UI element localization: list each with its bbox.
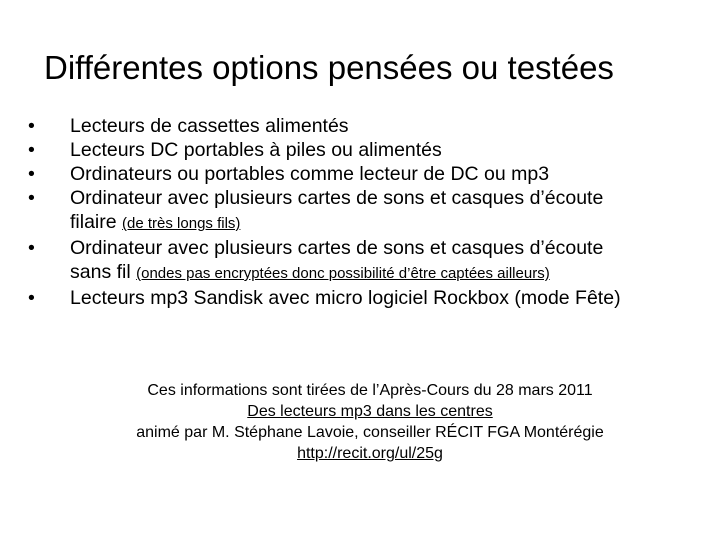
- bullet-item: [20, 138, 700, 162]
- bullet-dot: •: [28, 187, 35, 209]
- bullet-item: [20, 286, 700, 310]
- bullet-text-continuation: sans fil: [70, 261, 131, 283]
- bullet-text: Ordinateur avec plusieurs cartes de sons et casques d’écoute: [70, 187, 604, 209]
- bullet-text: Lecteurs mp3 Sandisk avec micro logiciel Rockbox (mode Fête): [70, 287, 621, 309]
- bullet-list: [20, 114, 700, 310]
- bullet-item: [20, 236, 700, 286]
- credits-session-title: Des lecteurs mp3 dans les centres: [247, 403, 493, 420]
- bullet-dot: •: [28, 287, 35, 309]
- credits-presenter: animé par M. Stéphane Lavoie, conseiller RÉCIT FGA Montérégie: [136, 424, 604, 441]
- bullet-text: Lecteurs de cassettes alimentés: [70, 115, 349, 137]
- bullet-item: [20, 186, 700, 236]
- credits-link[interactable]: http://recit.org/ul/25g: [297, 445, 443, 462]
- bullet-dot: •: [28, 163, 35, 185]
- bullet-item: [20, 162, 700, 186]
- bullet-item: [20, 114, 700, 138]
- bullet-dot: •: [28, 115, 35, 137]
- bullet-text: Ordinateurs ou portables comme lecteur de DC ou mp3: [70, 163, 550, 185]
- bullet-note: (de très longs fils): [122, 215, 241, 232]
- bullet-note: (ondes pas encryptées donc possibilité d’être captées ailleurs): [136, 265, 550, 282]
- bullet-text-continuation: filaire: [70, 211, 117, 233]
- bullet-dot: •: [28, 139, 35, 161]
- bullet-text: Ordinateur avec plusieurs cartes de sons et casques d’écoute: [70, 237, 604, 259]
- credits-source: Ces informations sont tirées de l’Après-Cours du 28 mars 2011: [147, 382, 593, 399]
- bullet-dot: •: [28, 237, 35, 259]
- slide-title: Différentes options pensées ou testées: [44, 49, 614, 86]
- bullet-text: Lecteurs DC portables à piles ou alimentés: [70, 139, 442, 161]
- credits-block: [0, 380, 720, 464]
